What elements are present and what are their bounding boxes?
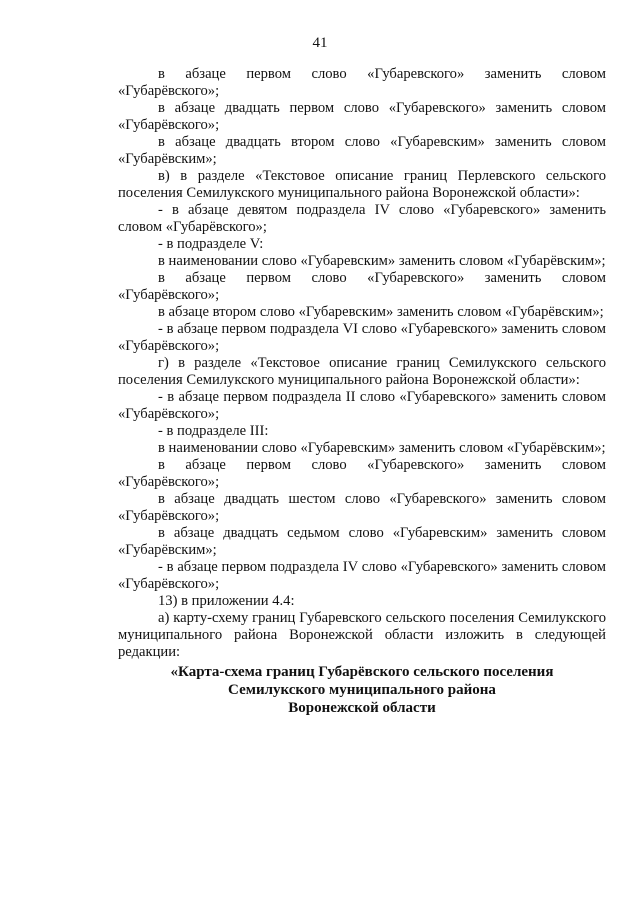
paragraph-19: 13) в приложении 4.4: xyxy=(158,593,295,609)
map-title-line-2: Семилукского муниципального района xyxy=(228,682,496,698)
paragraph-14: в наименовании слово «Губаревским» заменить словом «Губарёвским»; xyxy=(158,440,606,456)
paragraph-8: в абзаце первом слово «Губаревского» заменить словом «Губарёвского»; xyxy=(118,270,606,303)
map-title xyxy=(118,663,606,717)
paragraph-10: - в абзаце первом подраздела VI слово «Губаревского» заменить словом «Губарёвского»; xyxy=(118,321,606,354)
paragraph-2: в абзаце двадцать первом слово «Губаревского» заменить словом «Губарёвского»; xyxy=(118,100,606,133)
paragraph-12: - в абзаце первом подраздела II слово «Губаревского» заменить словом «Губарёвского»; xyxy=(118,389,606,422)
map-title-line-3: Воронежской области xyxy=(288,700,436,716)
paragraph-7: в наименовании слово «Губаревским» заменить словом «Губарёвским»; xyxy=(158,253,606,269)
document-body xyxy=(118,66,606,717)
paragraph-15: в абзаце первом слово «Губаревского» заменить словом «Губарёвского»; xyxy=(118,457,606,490)
paragraph-17: в абзаце двадцать седьмом слово «Губаревским» заменить словом «Губарёвским»; xyxy=(118,525,606,558)
paragraph-1: в абзаце первом слово «Губаревского» заменить словом «Губарёвского»; xyxy=(118,66,606,99)
paragraph-20: а) карту-схему границ Губаревского сельского поселения Семилукского муниципального района Воронежской области изложить в следующей редакции: xyxy=(118,610,606,660)
paragraph-3: в абзаце двадцать втором слово «Губаревским» заменить словом «Губарёвским»; xyxy=(118,134,606,167)
paragraph-18: - в абзаце первом подраздела IV слово «Губаревского» заменить словом «Губарёвского»; xyxy=(118,559,606,592)
paragraph-13: - в подразделе III: xyxy=(158,423,269,439)
paragraph-4: в) в разделе «Текстовое описание границ Перлевского сельского поселения Семилукского муниципального района Воронежской области»: xyxy=(118,168,606,201)
paragraph-11: г) в разделе «Текстовое описание границ Семилукского сельского поселения Семилукского муниципального района Воронежской области»: xyxy=(118,355,606,388)
paragraph-9: в абзаце втором слово «Губаревским» заменить словом «Губарёвским»; xyxy=(158,304,604,320)
page-number: 41 xyxy=(312,35,328,51)
map-title-line-1: «Карта-схема границ Губарёвского сельского поселения xyxy=(170,664,554,680)
paragraph-6: - в подразделе V: xyxy=(158,236,264,252)
paragraph-5: - в абзаце девятом подраздела IV слово «Губаревского» заменить словом «Губарёвского»; xyxy=(118,202,606,235)
paragraph-16: в абзаце двадцать шестом слово «Губаревского» заменить словом «Губарёвского»; xyxy=(118,491,606,524)
